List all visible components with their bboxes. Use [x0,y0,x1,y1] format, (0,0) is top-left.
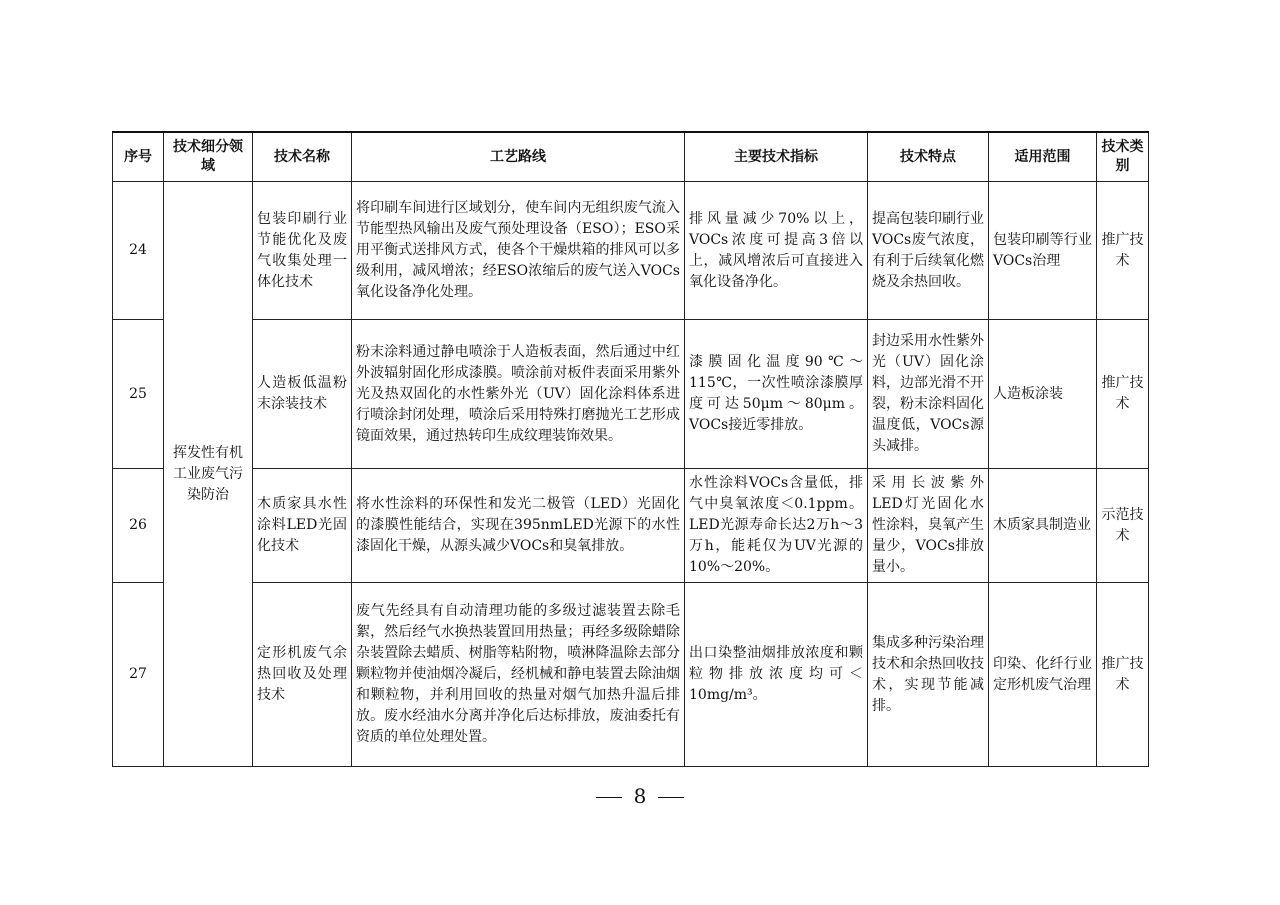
row-no: 24 [113,182,164,320]
domain-cell: 挥发性有机工业废气污染防治 [164,182,253,767]
row-no: 27 [113,583,164,767]
row-indicators: 水性涂料VOCs含量低，排气中臭氧浓度＜0.1ppm。LED光源寿命长达2万h～3万h，能耗仅为UV光源的10%～20%。 [685,469,868,583]
table-row [113,583,1149,767]
dash-left [596,797,622,798]
row-name: 木质家具水性涂料LED光固化技术 [253,469,352,583]
row-features: 采用长波紫外LED灯光固化水性涂料，臭氧产生量少，VOCs排放量小。 [868,469,989,583]
row-features: 封边采用水性紫外光（UV）固化涂料，边部光滑不开裂，粉末涂料固化温度低，VOCs源头减排。 [868,320,989,469]
header-name: 技术名称 [253,132,352,182]
row-no: 25 [113,320,164,469]
row-no: 26 [113,469,164,583]
dash-right [658,797,684,798]
table-row [113,469,1149,583]
row-indicators: 排风量减少70%以上，VOCs浓度可提高3倍以上，减风增浓后可直接进入氧化设备净化。 [685,182,868,320]
row-name: 包装印刷行业节能优化及废气收集处理一体化技术 [253,182,352,320]
header-process: 工艺路线 [352,132,685,182]
row-features: 提高包装印刷行业VOCs废气浓度，有利于后续氧化燃烧及余热回收。 [868,182,989,320]
row-name: 定形机废气余热回收及处理技术 [253,583,352,767]
row-features: 集成多种污染治理技术和余热回收技术，实现节能减排。 [868,583,989,767]
page-number [0,784,1280,808]
header-row [113,132,1149,182]
header-domain: 技术细分领域 [164,132,253,182]
header-no: 序号 [113,132,164,182]
header-indicators: 主要技术指标 [685,132,868,182]
row-scope: 印染、化纤行业定形机废气治理 [989,583,1097,767]
row-indicators: 出口染整油烟排放浓度和颗粒物排放浓度均可＜10mg/m³。 [685,583,868,767]
row-name: 人造板低温粉末涂装技术 [253,320,352,469]
row-scope: 木质家具制造业 [989,469,1097,583]
row-scope: 人造板涂装 [989,320,1097,469]
row-indicators: 漆膜固化温度90℃～115℃，一次性喷涂漆膜厚度可达50μm～80μm。VOCs接近零排放。 [685,320,868,469]
row-process: 将水性涂料的环保性和发光二极管（LED）光固化的漆膜性能结合，实现在395nmLED光源下的水性漆固化干燥，从源头减少VOCs和臭氧排放。 [352,469,685,583]
technology-table [112,131,1149,767]
table-row [113,320,1149,469]
header-category: 技术类别 [1097,132,1149,182]
table-row [113,182,1149,320]
row-process: 废气先经具有自动清理功能的多级过滤装置去除毛絮，然后经气水换热装置回用热量；再经多级除蜡除杂装置除去蜡质、树脂等粘附物，喷淋降温除去部分颗粒物并使油烟冷凝后，经机械和静电装置去除油烟和颗粒物，并利用回收的热量对烟气加热升温后排放。废水经油水分离并净化后达标排放，废油委托有资质的单位处理处置。 [352,583,685,767]
row-category: 推广技术 [1097,583,1149,767]
header-features: 技术特点 [868,132,989,182]
row-category: 示范技术 [1097,469,1149,583]
row-process: 将印刷车间进行区域划分，使车间内无组织废气流入节能型热风输出及废气预处理设备（ESO）；ESO采用平衡式送排风方式，使各个干燥烘箱的排风可以多级利用，减风增浓；经ESO浓缩后的废气送入VOCs氧化设备净化处理。 [352,182,685,320]
row-category: 推广技术 [1097,182,1149,320]
row-category: 推广技术 [1097,320,1149,469]
header-scope: 适用范围 [989,132,1097,182]
row-process: 粉末涂料通过静电喷涂于人造板表面，然后通过中红外波辐射固化形成漆膜。喷涂前对板件表面采用紫外光及热双固化的水性紫外光（UV）固化涂料体系进行喷涂封闭处理，喷涂后采用特殊打磨抛光工艺形成镜面效果，通过热转印生成纹理装饰效果。 [352,320,685,469]
page-number-text: 8 [633,784,647,808]
row-scope: 包装印刷等行业VOCs治理 [989,182,1097,320]
